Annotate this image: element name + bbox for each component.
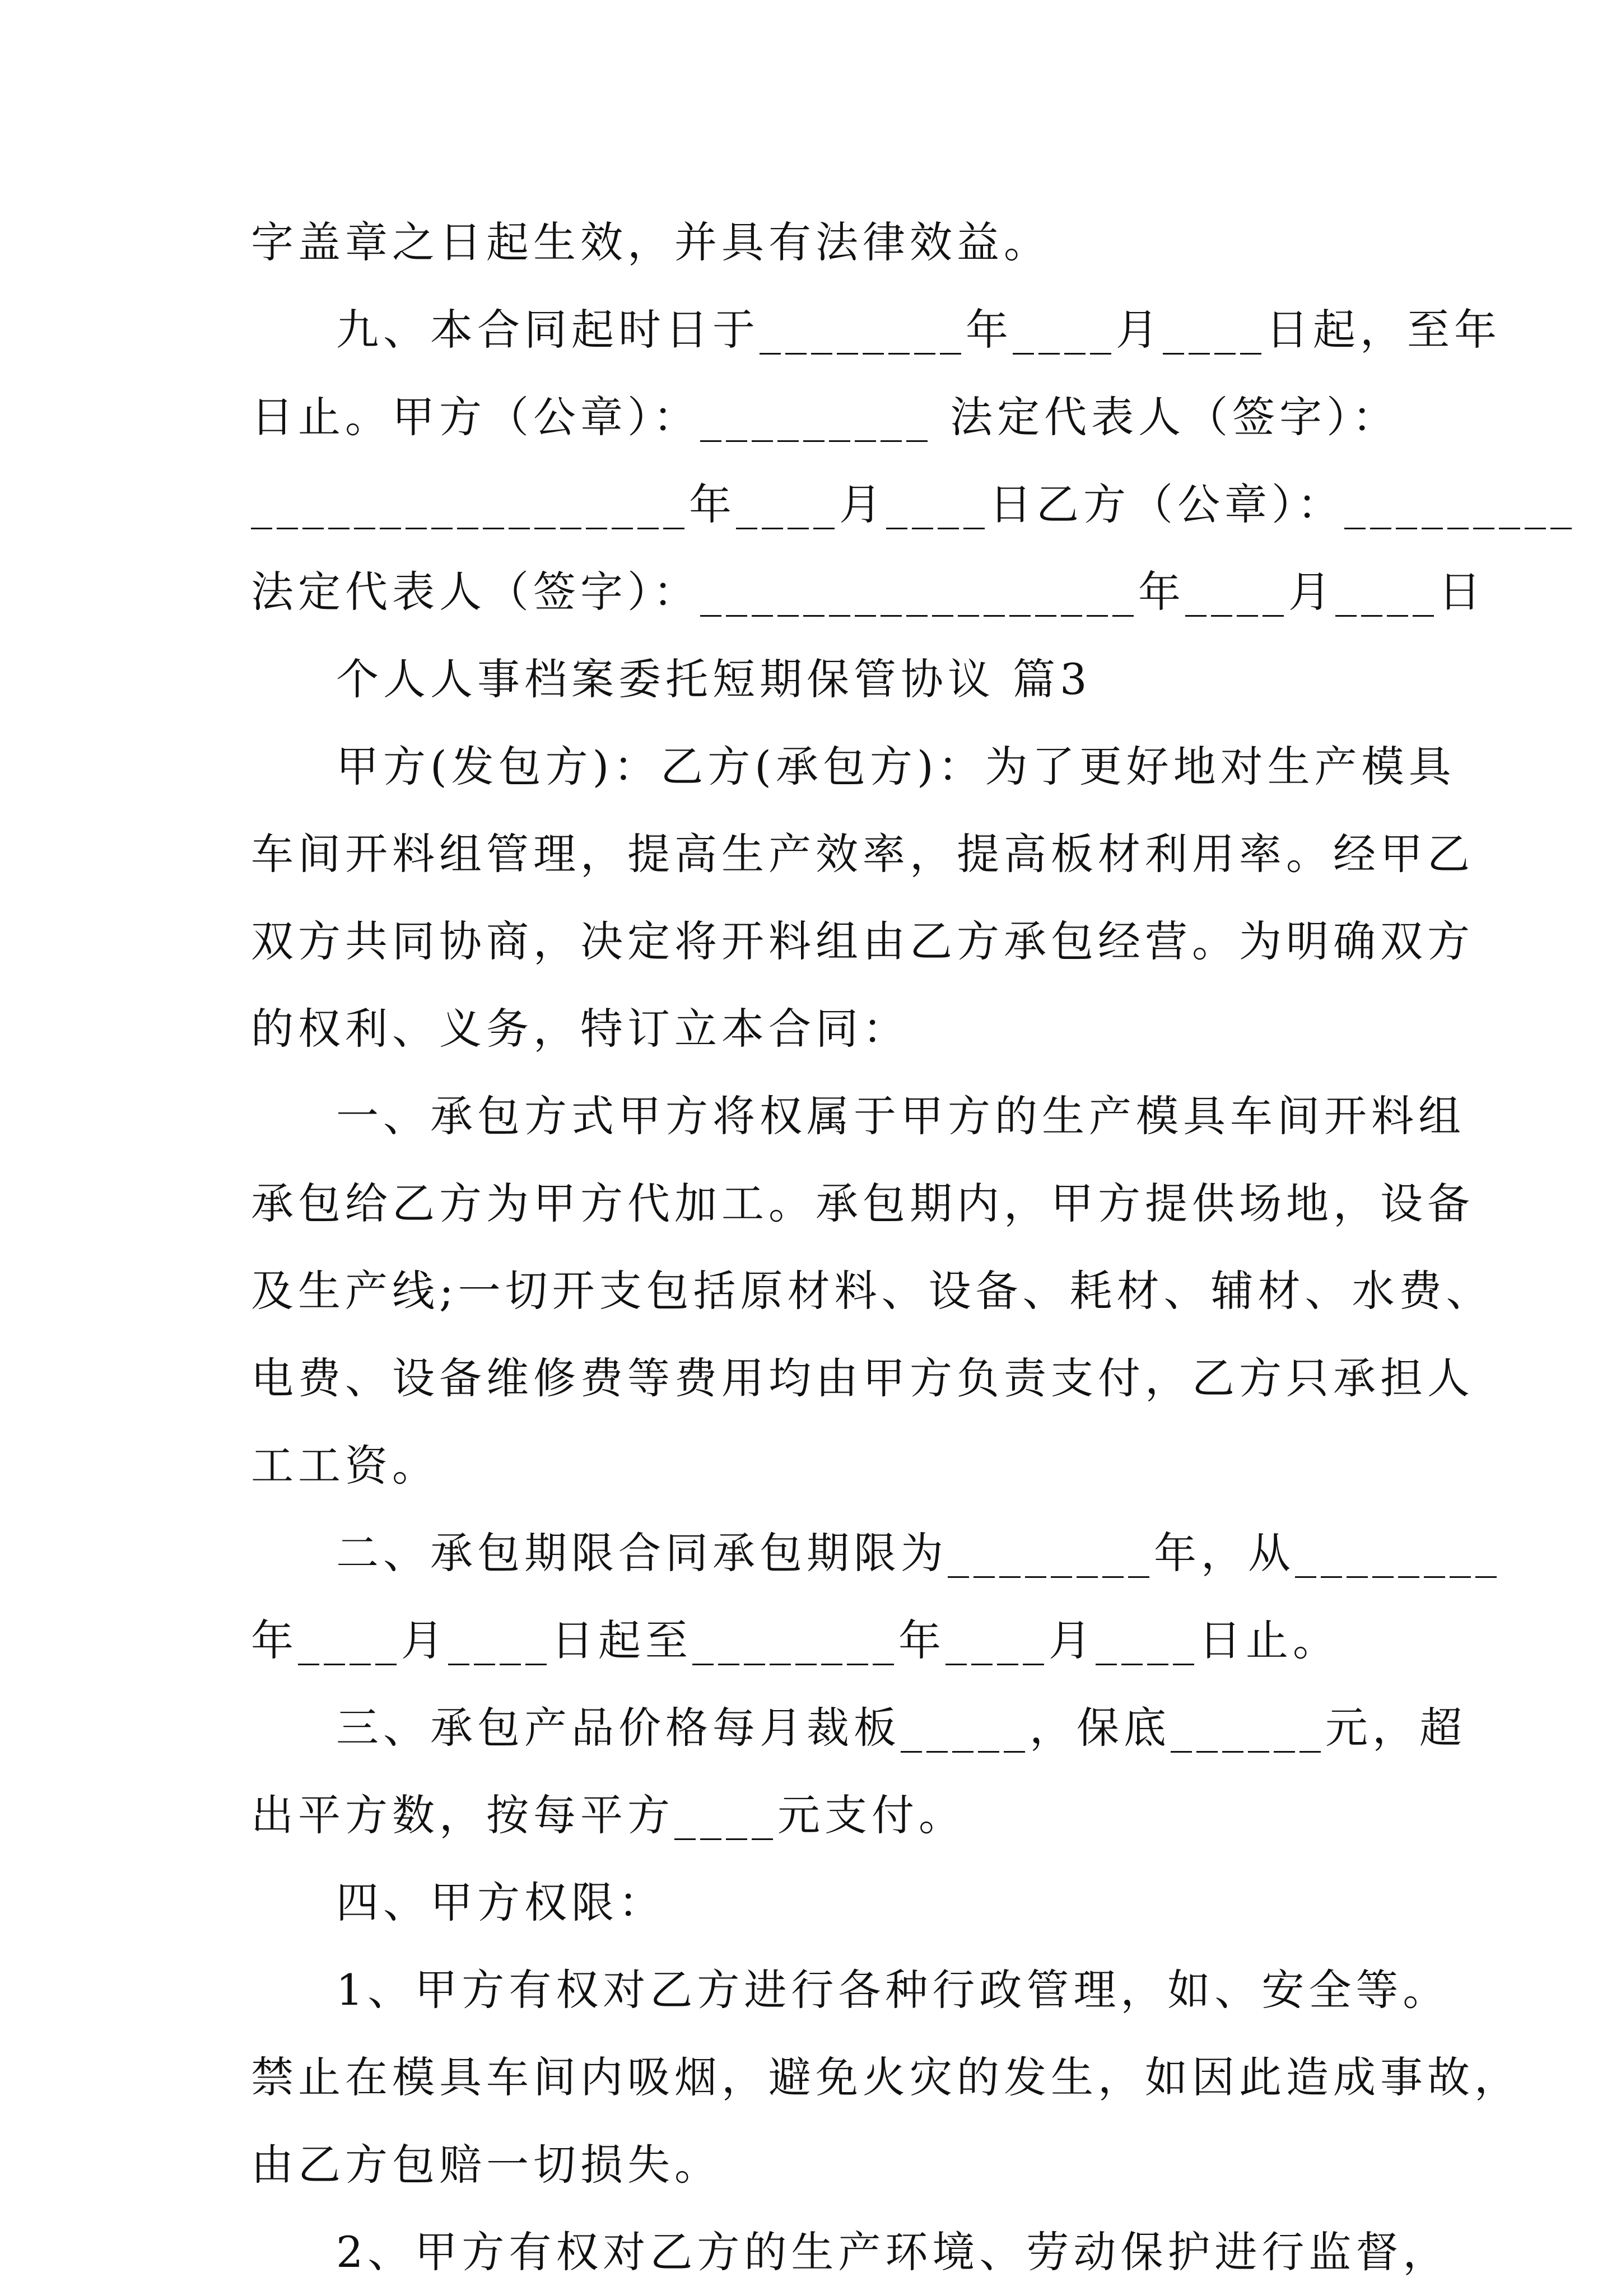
text-line: 甲方(发包方)：乙方(承包方)：为了更好地对生产模具 (336, 742, 1456, 791)
text-line: 1、甲方有权对乙方进行各种行政管理，如、安全等。 (336, 1965, 1450, 2015)
text-line: 字盖章之日起生效，并具有法律效益。 (251, 217, 1051, 267)
section-heading: 个人人事档案委托短期保管协议 篇3 (336, 654, 1092, 704)
document-page (251, 199, 1576, 2296)
text-line: 电费、设备维修费等费用均由甲方负责支付，乙方只承担人 (251, 1353, 1474, 1403)
text-line: 出平方数，按每平方____元支付。 (251, 1790, 966, 1840)
text-line: 由乙方包赔一切损失。 (251, 2140, 721, 2190)
text-line: 年____月____日起至________年____月____日止。 (251, 1615, 1340, 1665)
text-line: 三、承包产品价格每月裁板_____，保底______元，超 (336, 1703, 1466, 1753)
text-line: 四、甲方权限： (336, 1878, 665, 1927)
text-line: 的权利、义务，特订立本合同： (251, 1004, 910, 1054)
text-line: 禁止在模具车间内吸烟，避免火灾的发生，如因此造成事故， (251, 2052, 1521, 2102)
text-line: _________________年____月____日乙方（公章）：_________ (251, 479, 1576, 529)
text-line: 二、承包期限合同承包期限为________年，从________ (336, 1528, 1501, 1578)
text-line: 及生产线;一切开支包括原材料、设备、耗材、辅材、水费、 (251, 1266, 1493, 1316)
text-line: 一、承包方式甲方将权属于甲方的生产模具车间开料组 (336, 1091, 1465, 1141)
text-line: 双方共同协商，决定将开料组由乙方承包经营。为明确双方 (251, 916, 1474, 966)
text-line: 工工资。 (251, 1441, 439, 1491)
text-line: 日止。甲方（公章）：_________ 法定代表人（签字）： (251, 392, 1400, 442)
text-line: 车间开料组管理，提高生产效率，提高板材利用率。经甲乙 (251, 829, 1474, 879)
text-line: 九、本合同起时日于________年____月____日起，至年 (336, 305, 1501, 355)
text-line: 承包给乙方为甲方代加工。承包期内，甲方提供场地，设备 (251, 1179, 1474, 1228)
text-line: 2、甲方有权对乙方的生产环境、劳动保护进行监督， (336, 2227, 1450, 2277)
text-line: 法定代表人（签字）：_________________年____月____日 (251, 567, 1485, 617)
